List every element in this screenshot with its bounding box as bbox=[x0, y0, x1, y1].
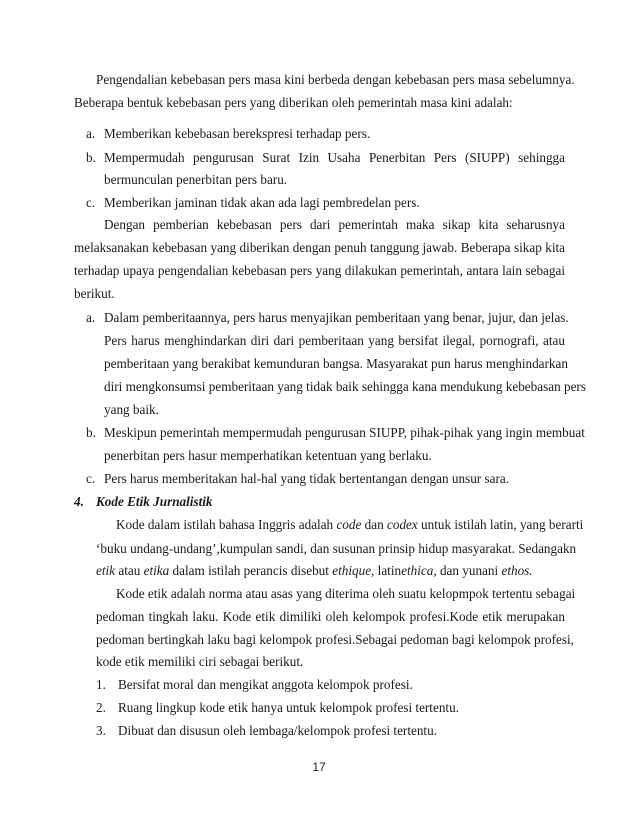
list2-item-c: Pers harus memberitakan hal-hal yang tidak bertentangan dengan unsur sara. bbox=[104, 471, 510, 486]
para2-line-1: Dengan pemberian kebebasan pers dari pemerintah maka sikap kita seharusnya bbox=[104, 217, 565, 232]
list2-item-a-line-4: diri mengkonsumsi pemberitaan yang tidak baik sehingga kana mendukung kebebasan pers bbox=[104, 379, 586, 394]
list1-item-b-line-2: bermunculan penerbitan pers baru. bbox=[104, 172, 288, 187]
list1-item-a: Memberikan kebebasan berekspresi terhadap pers. bbox=[104, 126, 371, 141]
para2-line-4: berikut. bbox=[74, 286, 115, 301]
sec4-item-3: Dibuat dan disusun oleh lembaga/kelompok profesi tertentu. bbox=[118, 723, 437, 738]
list1-marker-b: b. bbox=[86, 150, 96, 165]
sec4-item-3-marker: 3. bbox=[96, 723, 106, 738]
sec4-item-1-marker: 1. bbox=[96, 677, 106, 692]
sec4-p2-line-1: Kode etik adalah norma atau asas yang diterima oleh suatu kelopmpok tertentu sebagai bbox=[116, 586, 576, 601]
term-etik: etik bbox=[96, 563, 116, 578]
sec4-p1-line-2: ‘buku undang-undang’,kumpulan sandi, dan susunan prinsip hidup masyarakat. Sedangakn bbox=[96, 541, 577, 556]
para2-line-2: melaksanakan kebebasan yang diberikan dengan penuh tanggung jawab. Beberapa sikap kita bbox=[74, 240, 565, 255]
list1-marker-a: a. bbox=[86, 126, 96, 141]
para2-line-3: terhadap upaya pengendalian kebebasan pers yang dilakukan pemerintah, antara lain sebagai bbox=[74, 263, 565, 278]
intro-line-1: Pengendalian kebebasan pers masa kini berbeda dengan kebebasan pers masa sebelumnya. bbox=[96, 72, 575, 87]
sec4-item-2-marker: 2. bbox=[96, 700, 106, 715]
sec4-p1-line-1: Kode dalam istilah bahasa Inggris adalah code dan codex untuk istilah latin, yang berarti bbox=[116, 517, 584, 532]
list2-item-a-line-5: yang baik. bbox=[104, 402, 159, 417]
list1-marker-c: c. bbox=[86, 195, 96, 210]
list2-marker-a: a. bbox=[86, 310, 96, 325]
section-4-number: 4. bbox=[74, 494, 84, 509]
sec4-item-2: Ruang lingkup kode etik hanya untuk kelompok profesi tertentu. bbox=[118, 700, 459, 715]
list1-item-c: Memberikan jaminan tidak akan ada lagi pembredelan pers. bbox=[104, 195, 420, 210]
list2-item-a-line-2: Pers harus menghindarkan diri dari pemberitaan yang bersifat ilegal, pornografi, atau bbox=[104, 333, 565, 348]
sec4-p2-line-4: kode etik memiliki ciri sebagai berikut. bbox=[96, 654, 304, 669]
sec4-p2-line-2: pedoman tingkah laku. Kode etik dimiliki oleh kelompok profesi.Kode etik merupakan bbox=[96, 609, 565, 624]
term-ethique: ethique, bbox=[332, 563, 375, 578]
list2-item-b-line-2: penerbitan pers hasur memperhatikan ketentuan yang berlaku. bbox=[104, 448, 432, 463]
list1-item-b-line-1: Mempermudah pengurusan Surat Izin Usaha Penerbitan Pers (SIUPP) sehingga bbox=[104, 150, 565, 165]
intro-line-2: Beberapa bentuk kebebasan pers yang diberikan oleh pemerintah masa kini adalah: bbox=[74, 95, 513, 110]
term-ethica: ethica, bbox=[401, 563, 437, 578]
list2-marker-b: b. bbox=[86, 425, 96, 440]
page-number: 17 bbox=[312, 760, 326, 774]
list2-item-a-line-3: pemberitaan yang berakibat kemunduran bangsa. Masyarakat pun harus menghindarkan bbox=[104, 356, 568, 371]
sec4-p1-line-3: etik atau etika dalam istilah perancis disebut ethique, latinethica, dan yunani ethos. bbox=[96, 563, 533, 578]
term-code: code bbox=[336, 517, 362, 532]
list2-marker-c: c. bbox=[86, 471, 96, 486]
term-codex: codex bbox=[387, 517, 418, 532]
list2-item-a-line-1: Dalam pemberitaannya, pers harus menyajikan pemberitaan yang benar, jujur, dan jelas. bbox=[104, 310, 569, 325]
term-ethos: ethos. bbox=[501, 563, 533, 578]
list2-item-b-line-1: Meskipun pemerintah mempermudah pengurusan SIUPP, pihak-pihak yang ingin membuat bbox=[104, 425, 585, 440]
sec4-item-1: Bersifat moral dan mengikat anggota kelompok profesi. bbox=[118, 677, 413, 692]
term-etika: etika bbox=[143, 563, 170, 578]
section-4-title: Kode Etik Jurnalistik bbox=[96, 494, 213, 509]
sec4-p2-line-3: pedoman bertingkah laku bagi kelompok profesi.Sebagai pedoman bagi kelompok profesi, bbox=[96, 632, 574, 647]
